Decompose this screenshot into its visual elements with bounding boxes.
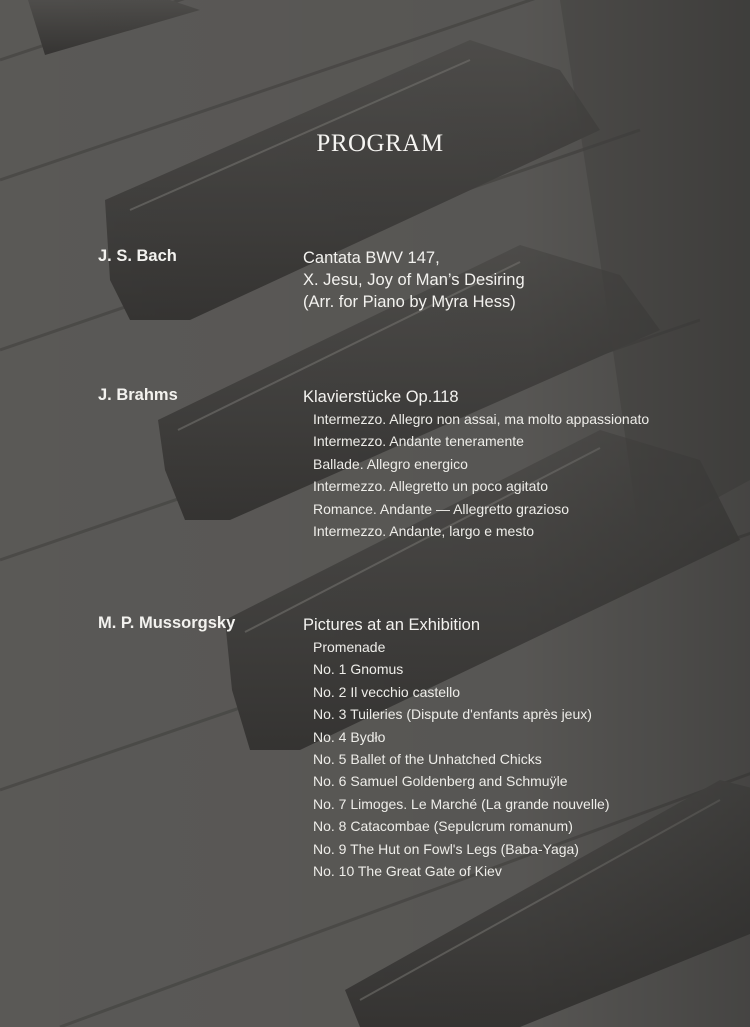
- movement-item: Intermezzo. Allegro non assai, ma molto appassionato: [313, 411, 650, 427]
- movement-item: No. 1 Gnomus: [313, 661, 404, 678]
- movement-item: No. 6 Samuel Goldenberg and Schmuÿle: [313, 773, 568, 790]
- movement-item: No. 7 Limoges. Le Marché (La grande nouvelle): [313, 795, 610, 812]
- movement-item: No. 5 Ballet of the Unhatched Chicks: [313, 751, 542, 768]
- movement-item: Intermezzo. Andante, largo e mesto: [313, 523, 535, 540]
- movement-item: Intermezzo. Andante teneramente: [313, 433, 524, 450]
- composer-name: M. P. Mussorgsky: [98, 614, 236, 632]
- movement-item: No. 3 Tuileries (Dispute d'enfants après jeux): [313, 706, 592, 723]
- movement-item: Intermezzo. Allegretto un poco agitato: [313, 478, 549, 495]
- movement-item: Promenade: [313, 639, 386, 655]
- work-title: Klavierstücke Op.118: [303, 388, 459, 406]
- movement-item: No. 8 Catacombae (Sepulcrum romanum): [313, 818, 573, 835]
- composer-name: J. S. Bach: [98, 247, 177, 265]
- movement-list: [303, 408, 743, 542]
- work-block: [303, 247, 743, 313]
- work-title: Pictures at an Exhibition: [303, 616, 481, 634]
- movement-item: No. 9 The Hut on Fowl's Legs (Baba-Yaga): [313, 840, 579, 857]
- movement-item: Romance. Andante — Allegretto grazioso: [313, 500, 570, 517]
- work-title-line: X. Jesu, Joy of Man’s Desiring: [303, 271, 525, 289]
- movement-list: [303, 636, 743, 882]
- movement-item: No. 4 Bydło: [313, 728, 386, 745]
- composer-name: J. Brahms: [98, 386, 178, 404]
- work-title-line: Cantata BWV 147,: [303, 249, 440, 267]
- page-title: PROGRAM: [316, 130, 444, 157]
- movement-item: No. 10 The Great Gate of Kiev: [313, 863, 502, 880]
- movement-item: No. 2 Il vecchio castello: [313, 683, 461, 700]
- work-block: [303, 614, 743, 882]
- work-block: [303, 386, 743, 542]
- movement-item: Ballade. Allegro energico: [313, 455, 468, 472]
- work-title-line: (Arr. for Piano by Myra Hess): [303, 293, 516, 311]
